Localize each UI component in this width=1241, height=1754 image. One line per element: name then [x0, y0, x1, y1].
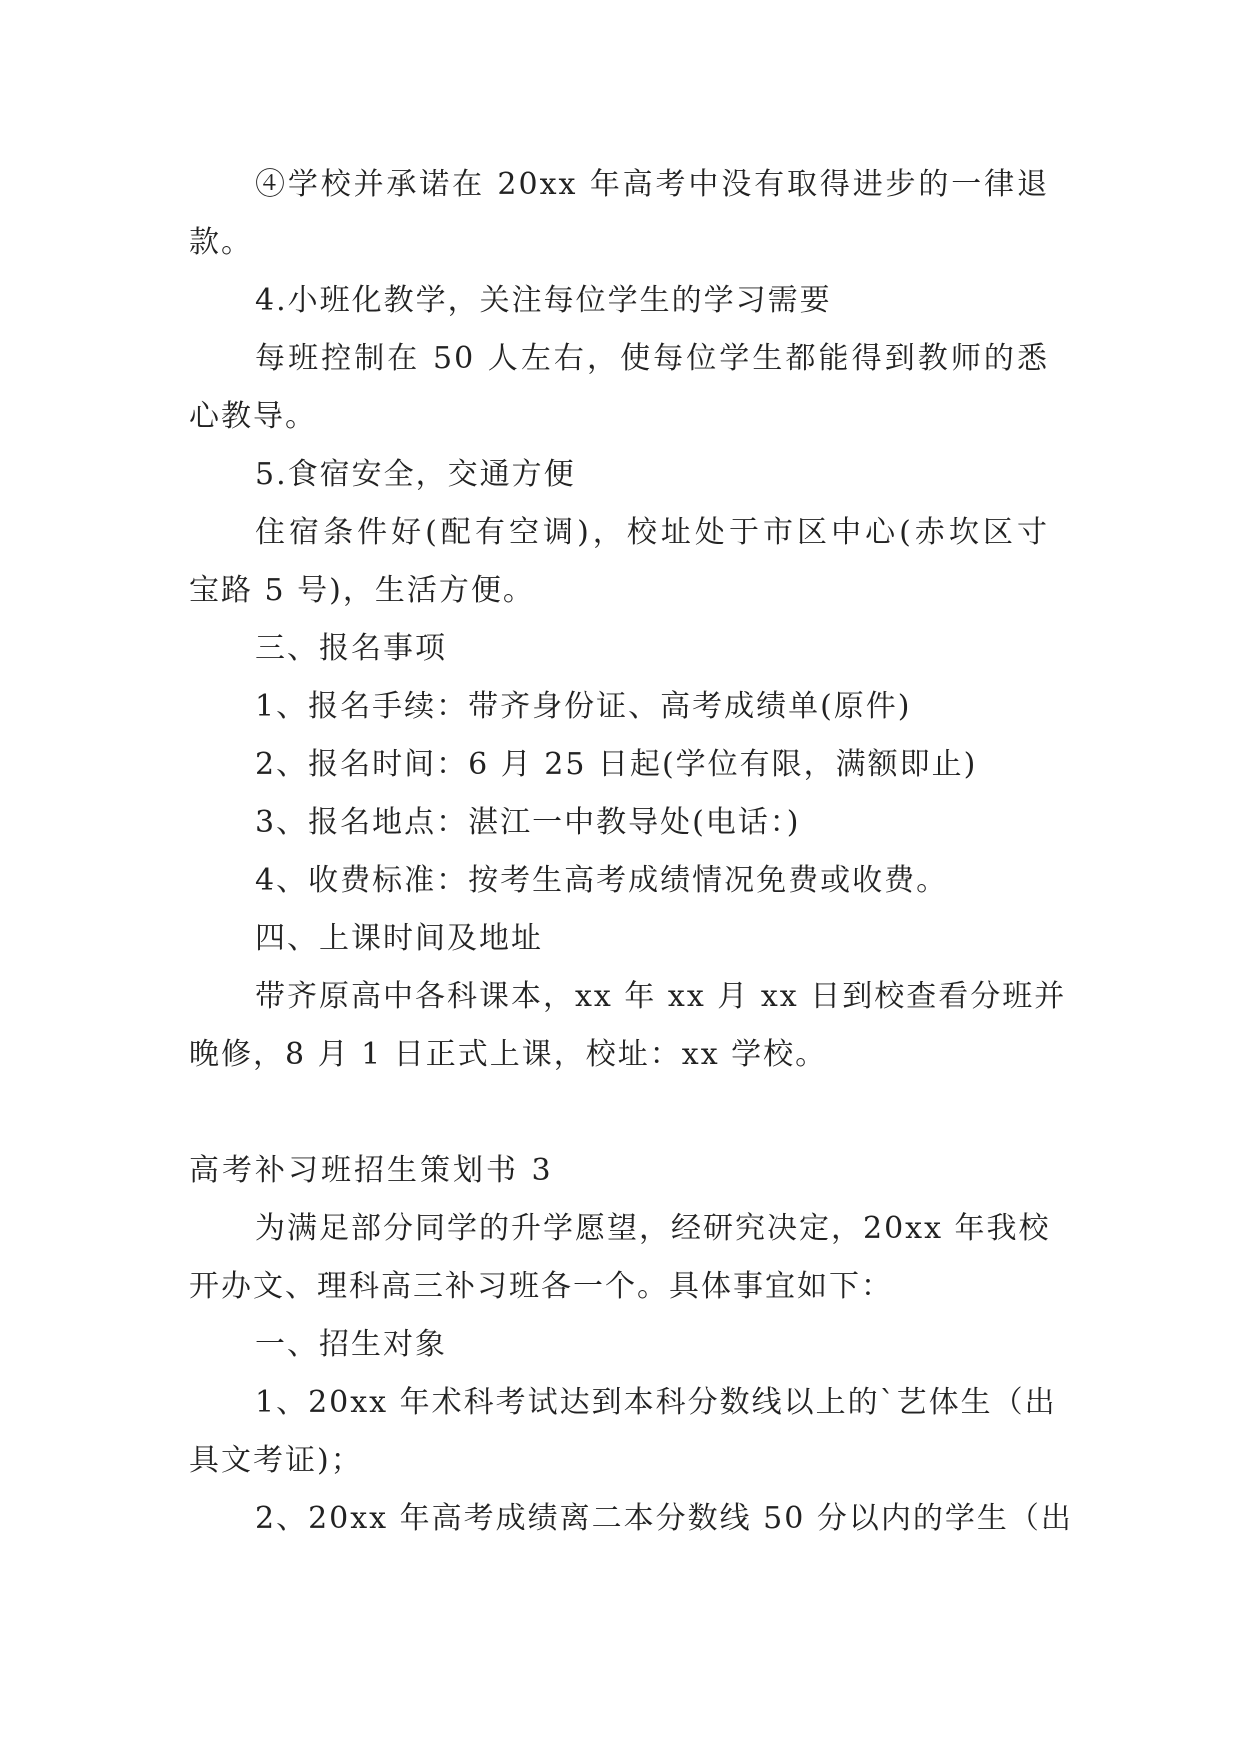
list-item: 4、收费标准：按考生高考成绩情况免费或收费。	[255, 863, 949, 898]
list-item: 2、20xx 年高考成绩离二本分数线 50 分以内的学生（出	[255, 1501, 1073, 1536]
paragraph-line: 每班控制在 50 人左右，使每位学生都能得到教师的悉	[255, 341, 1049, 376]
paragraph-line: 带齐原高中各科课本，xx 年 xx 月 xx 日到校查看分班并	[255, 979, 1067, 1014]
paragraph-line: 晚修，8 月 1 日正式上课，校址：xx 学校。	[189, 1037, 828, 1072]
section-heading: 5.食宿安全，交通方便	[255, 457, 576, 492]
document-title: 高考补习班招生策划书 3	[189, 1153, 554, 1188]
list-item: 3、报名地点：湛江一中教导处(电话：)	[255, 805, 801, 840]
list-item: 具文考证)；	[189, 1443, 363, 1478]
list-item: 2、报名时间：6 月 25 日起(学位有限，满额即止)	[255, 747, 978, 782]
list-item: 1、20xx 年术科考试达到本科分数线以上的`艺体生（出	[255, 1385, 1057, 1420]
section-heading: 4.小班化教学，关注每位学生的学习需要	[255, 283, 832, 318]
paragraph-line: 开办文、理科高三补习班各一个。具体事宜如下：	[189, 1269, 893, 1304]
paragraph-line: 为满足部分同学的升学愿望，经研究决定，20xx 年我校	[255, 1211, 1051, 1246]
paragraph-line: ④学校并承诺在 20xx 年高考中没有取得进步的一律退	[255, 167, 1049, 202]
section-heading: 一、招生对象	[255, 1327, 447, 1362]
list-item: 1、报名手续：带齐身份证、高考成绩单(原件)	[255, 689, 912, 724]
paragraph-line: 住宿条件好(配有空调)，校址处于市区中心(赤坎区寸	[255, 515, 1049, 550]
paragraph-line: 心教导。	[189, 399, 317, 434]
paragraph-line: 款。	[189, 225, 253, 260]
paragraph-line: 宝路 5 号)，生活方便。	[189, 573, 535, 608]
section-heading: 三、报名事项	[255, 631, 447, 666]
section-heading: 四、上课时间及地址	[255, 921, 543, 956]
